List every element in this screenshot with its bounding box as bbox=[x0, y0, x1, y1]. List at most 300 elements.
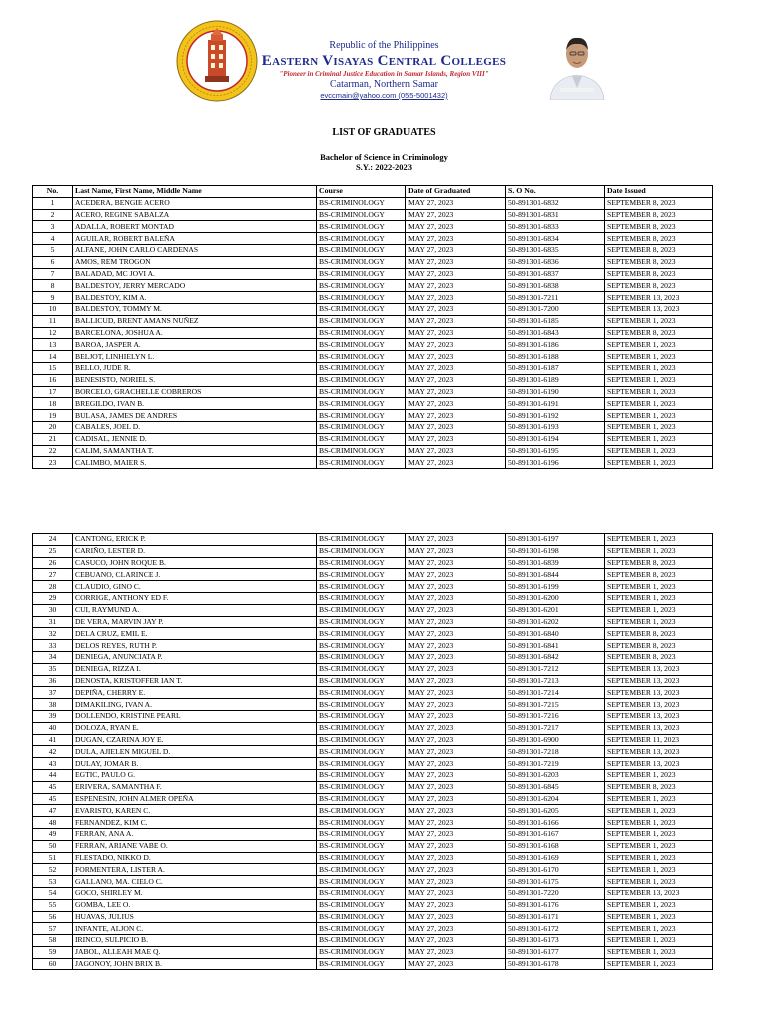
row-no: 54 bbox=[33, 887, 73, 899]
row-no: 34 bbox=[33, 651, 73, 663]
table-row bbox=[33, 197, 713, 209]
row-no: 56 bbox=[33, 911, 73, 923]
graduate-name: BELLO, JUDE R. bbox=[73, 362, 317, 374]
row-no: 12 bbox=[33, 327, 73, 339]
course: BS-CRIMINOLOGY bbox=[317, 569, 406, 581]
row-no: 36 bbox=[33, 675, 73, 687]
table-row bbox=[33, 233, 713, 245]
graduate-name: DULAY, JOMAR B. bbox=[73, 758, 317, 770]
table-row bbox=[33, 280, 713, 292]
course: BS-CRIMINOLOGY bbox=[317, 899, 406, 911]
date-issued: SEPTEMBER 1, 2023 bbox=[605, 876, 713, 888]
date-graduated: MAY 27, 2023 bbox=[406, 722, 506, 734]
graduate-name: DOLLENDO, KRISTINE PEARL bbox=[73, 710, 317, 722]
so-number: 50-891301-7214 bbox=[506, 687, 605, 699]
date-graduated: MAY 27, 2023 bbox=[406, 628, 506, 640]
course: BS-CRIMINOLOGY bbox=[317, 268, 406, 280]
so-number: 50-891301-6178 bbox=[506, 958, 605, 970]
graduate-name: DELA CRUZ, EMIL E. bbox=[73, 628, 317, 640]
graduate-name: BELJOT, LINHIELYN L. bbox=[73, 351, 317, 363]
graduate-name: CABALES, JOEL D. bbox=[73, 421, 317, 433]
row-no: 5 bbox=[33, 244, 73, 256]
date-graduated: MAY 27, 2023 bbox=[406, 758, 506, 770]
date-graduated: MAY 27, 2023 bbox=[406, 640, 506, 652]
so-number: 50-891301-6190 bbox=[506, 386, 605, 398]
course: BS-CRIMINOLOGY bbox=[317, 256, 406, 268]
graduate-name: FERRAN, ANA A. bbox=[73, 828, 317, 840]
course: BS-CRIMINOLOGY bbox=[317, 828, 406, 840]
date-graduated: MAY 27, 2023 bbox=[406, 746, 506, 758]
course: BS-CRIMINOLOGY bbox=[317, 197, 406, 209]
course: BS-CRIMINOLOGY bbox=[317, 209, 406, 221]
course: BS-CRIMINOLOGY bbox=[317, 734, 406, 746]
course: BS-CRIMINOLOGY bbox=[317, 640, 406, 652]
graduate-name: FERRAN, ARIANE VABE O. bbox=[73, 840, 317, 852]
date-issued: SEPTEMBER 13, 2023 bbox=[605, 675, 713, 687]
course: BS-CRIMINOLOGY bbox=[317, 675, 406, 687]
table-row bbox=[33, 746, 713, 758]
graduate-name: FORMENTERA, LISTER A. bbox=[73, 864, 317, 876]
table-row bbox=[33, 351, 713, 363]
so-number: 50-891301-6196 bbox=[506, 457, 605, 469]
graduate-name: BALLICUD, BRENT AMANS NUÑEZ bbox=[73, 315, 317, 327]
graduate-name: BALDESTOY, TOMMY M. bbox=[73, 303, 317, 315]
graduate-name: GALLANO, MA. CIELO C. bbox=[73, 876, 317, 888]
date-graduated: MAY 27, 2023 bbox=[406, 663, 506, 675]
date-issued: SEPTEMBER 1, 2023 bbox=[605, 946, 713, 958]
date-graduated: MAY 27, 2023 bbox=[406, 592, 506, 604]
so-number: 50-891301-6197 bbox=[506, 534, 605, 546]
table-row bbox=[33, 687, 713, 699]
date-graduated: MAY 27, 2023 bbox=[406, 840, 506, 852]
date-graduated: MAY 27, 2023 bbox=[406, 433, 506, 445]
course: BS-CRIMINOLOGY bbox=[317, 710, 406, 722]
so-number: 50-891301-6845 bbox=[506, 781, 605, 793]
row-no: 42 bbox=[33, 746, 73, 758]
date-issued: SEPTEMBER 8, 2023 bbox=[605, 244, 713, 256]
row-no: 27 bbox=[33, 569, 73, 581]
course: BS-CRIMINOLOGY bbox=[317, 864, 406, 876]
row-no: 60 bbox=[33, 958, 73, 970]
graduate-name: DULA, AJIELEN MIGUEL D. bbox=[73, 746, 317, 758]
so-number: 50-891301-6177 bbox=[506, 946, 605, 958]
course: BS-CRIMINOLOGY bbox=[317, 534, 406, 546]
date-graduated: MAY 27, 2023 bbox=[406, 362, 506, 374]
graduate-name: HUAVAS, JULIUS bbox=[73, 911, 317, 923]
row-no: 23 bbox=[33, 457, 73, 469]
table-row bbox=[33, 315, 713, 327]
graduate-name: BAROA, JASPER A. bbox=[73, 339, 317, 351]
date-issued: SEPTEMBER 1, 2023 bbox=[605, 421, 713, 433]
row-no: 10 bbox=[33, 303, 73, 315]
date-graduated: MAY 27, 2023 bbox=[406, 244, 506, 256]
so-number: 50-891301-6192 bbox=[506, 410, 605, 422]
date-graduated: MAY 27, 2023 bbox=[406, 805, 506, 817]
program-heading bbox=[0, 152, 768, 172]
course: BS-CRIMINOLOGY bbox=[317, 687, 406, 699]
so-number: 50-891301-6167 bbox=[506, 828, 605, 840]
so-number: 50-891301-6840 bbox=[506, 628, 605, 640]
date-issued: SEPTEMBER 1, 2023 bbox=[605, 386, 713, 398]
date-issued: SEPTEMBER 8, 2023 bbox=[605, 209, 713, 221]
table-row bbox=[33, 675, 713, 687]
table-row bbox=[33, 935, 713, 947]
date-graduated: MAY 27, 2023 bbox=[406, 876, 506, 888]
date-issued: SEPTEMBER 1, 2023 bbox=[605, 828, 713, 840]
school-year: S.Y.: 2022-2023 bbox=[355, 162, 413, 172]
course: BS-CRIMINOLOGY bbox=[317, 592, 406, 604]
so-number: 50-891301-6198 bbox=[506, 545, 605, 557]
graduate-name: JABOL, ALLEAH MAE Q. bbox=[73, 946, 317, 958]
so-number: 50-891301-6832 bbox=[506, 197, 605, 209]
date-graduated: MAY 27, 2023 bbox=[406, 280, 506, 292]
col-header-so-no: S. O No. bbox=[506, 186, 605, 198]
course: BS-CRIMINOLOGY bbox=[317, 362, 406, 374]
date-issued: SEPTEMBER 1, 2023 bbox=[605, 923, 713, 935]
table-row bbox=[33, 876, 713, 888]
table-row bbox=[33, 374, 713, 386]
row-no: 51 bbox=[33, 852, 73, 864]
date-issued: SEPTEMBER 8, 2023 bbox=[605, 640, 713, 652]
date-issued: SEPTEMBER 8, 2023 bbox=[605, 221, 713, 233]
row-no: 6 bbox=[33, 256, 73, 268]
table-row bbox=[33, 244, 713, 256]
date-graduated: MAY 27, 2023 bbox=[406, 899, 506, 911]
so-number: 50-891301-6203 bbox=[506, 769, 605, 781]
date-issued: SEPTEMBER 1, 2023 bbox=[605, 616, 713, 628]
republic-line: Republic of the Philippines bbox=[329, 40, 439, 51]
col-header-no: No. bbox=[33, 186, 73, 198]
table-row bbox=[33, 209, 713, 221]
date-graduated: MAY 27, 2023 bbox=[406, 351, 506, 363]
table-row bbox=[33, 805, 713, 817]
graduate-name: DENIEGA, ANUNCIATA P. bbox=[73, 651, 317, 663]
graduate-name: EVARISTO, KAREN C. bbox=[73, 805, 317, 817]
date-issued: SEPTEMBER 13, 2023 bbox=[605, 758, 713, 770]
table-row bbox=[33, 628, 713, 640]
date-graduated: MAY 27, 2023 bbox=[406, 386, 506, 398]
row-no: 14 bbox=[33, 351, 73, 363]
course: BS-CRIMINOLOGY bbox=[317, 303, 406, 315]
table-row bbox=[33, 781, 713, 793]
date-issued: SEPTEMBER 1, 2023 bbox=[605, 351, 713, 363]
so-number: 50-891301-6169 bbox=[506, 852, 605, 864]
row-no: 25 bbox=[33, 545, 73, 557]
so-number: 50-891301-6194 bbox=[506, 433, 605, 445]
date-graduated: MAY 27, 2023 bbox=[406, 410, 506, 422]
date-issued: SEPTEMBER 8, 2023 bbox=[605, 280, 713, 292]
row-no: 22 bbox=[33, 445, 73, 457]
date-graduated: MAY 27, 2023 bbox=[406, 374, 506, 386]
course: BS-CRIMINOLOGY bbox=[317, 351, 406, 363]
course: BS-CRIMINOLOGY bbox=[317, 628, 406, 640]
so-number: 50-891301-7218 bbox=[506, 746, 605, 758]
course: BS-CRIMINOLOGY bbox=[317, 280, 406, 292]
date-issued: SEPTEMBER 8, 2023 bbox=[605, 651, 713, 663]
table-header-row bbox=[33, 186, 713, 198]
row-no: 16 bbox=[33, 374, 73, 386]
row-no: 47 bbox=[33, 805, 73, 817]
row-no: 30 bbox=[33, 604, 73, 616]
date-graduated: MAY 27, 2023 bbox=[406, 923, 506, 935]
row-no: 37 bbox=[33, 687, 73, 699]
college-location: Catarman, Northern Samar bbox=[329, 79, 439, 90]
so-number: 50-891301-6839 bbox=[506, 557, 605, 569]
table-row bbox=[33, 339, 713, 351]
row-no: 43 bbox=[33, 758, 73, 770]
row-no: 31 bbox=[33, 616, 73, 628]
table-row bbox=[33, 433, 713, 445]
date-graduated: MAY 27, 2023 bbox=[406, 303, 506, 315]
date-issued: SEPTEMBER 1, 2023 bbox=[605, 817, 713, 829]
table-row bbox=[33, 699, 713, 711]
so-number: 50-891301-6900 bbox=[506, 734, 605, 746]
college-seal-logo bbox=[176, 20, 258, 102]
date-graduated: MAY 27, 2023 bbox=[406, 421, 506, 433]
letterhead-text bbox=[250, 40, 518, 100]
so-number: 50-891301-6833 bbox=[506, 221, 605, 233]
graduate-name: DE VERA, MARVIN JAY P. bbox=[73, 616, 317, 628]
table-row bbox=[33, 545, 713, 557]
date-issued: SEPTEMBER 1, 2023 bbox=[605, 410, 713, 422]
document-title: LIST OF GRADUATES bbox=[332, 127, 436, 138]
course: BS-CRIMINOLOGY bbox=[317, 457, 406, 469]
date-issued: SEPTEMBER 8, 2023 bbox=[605, 256, 713, 268]
graduate-name: IRINCO, SULPICIO B. bbox=[73, 935, 317, 947]
row-no: 26 bbox=[33, 557, 73, 569]
date-graduated: MAY 27, 2023 bbox=[406, 769, 506, 781]
row-no: 24 bbox=[33, 534, 73, 546]
date-graduated: MAY 27, 2023 bbox=[406, 197, 506, 209]
col-header-date-graduated: Date of Graduated bbox=[406, 186, 506, 198]
row-no: 15 bbox=[33, 362, 73, 374]
table-row bbox=[33, 651, 713, 663]
row-no: 28 bbox=[33, 581, 73, 593]
program-name: Bachelor of Science in Criminology bbox=[320, 152, 448, 162]
date-graduated: MAY 27, 2023 bbox=[406, 256, 506, 268]
graduate-name: ALFANE, JOHN CARLO CARDENAS bbox=[73, 244, 317, 256]
graduate-name: CANTONG, ERICK P. bbox=[73, 534, 317, 546]
table-row bbox=[33, 256, 713, 268]
row-no: 13 bbox=[33, 339, 73, 351]
graduate-name: DELOS REYES, RUTH P. bbox=[73, 640, 317, 652]
table-row bbox=[33, 569, 713, 581]
row-no: 11 bbox=[33, 315, 73, 327]
graduate-name: DEPIÑA, CHERRY E. bbox=[73, 687, 317, 699]
course: BS-CRIMINOLOGY bbox=[317, 421, 406, 433]
date-graduated: MAY 27, 2023 bbox=[406, 268, 506, 280]
so-number: 50-891301-7200 bbox=[506, 303, 605, 315]
so-number: 50-891301-7220 bbox=[506, 887, 605, 899]
course: BS-CRIMINOLOGY bbox=[317, 374, 406, 386]
graduate-name: DIMAKILING, IVAN A. bbox=[73, 699, 317, 711]
table-row bbox=[33, 793, 713, 805]
date-graduated: MAY 27, 2023 bbox=[406, 315, 506, 327]
table-row bbox=[33, 923, 713, 935]
graduate-name: ERIVERA, SAMANTHA F. bbox=[73, 781, 317, 793]
so-number: 50-891301-7212 bbox=[506, 663, 605, 675]
so-number: 50-891301-6841 bbox=[506, 640, 605, 652]
date-graduated: MAY 27, 2023 bbox=[406, 852, 506, 864]
date-graduated: MAY 27, 2023 bbox=[406, 793, 506, 805]
so-number: 50-891301-6204 bbox=[506, 793, 605, 805]
so-number: 50-891301-6843 bbox=[506, 327, 605, 339]
table-row bbox=[33, 640, 713, 652]
row-no: 32 bbox=[33, 628, 73, 640]
date-issued: SEPTEMBER 1, 2023 bbox=[605, 604, 713, 616]
table-row bbox=[33, 769, 713, 781]
row-no: 41 bbox=[33, 734, 73, 746]
so-number: 50-891301-6842 bbox=[506, 651, 605, 663]
date-graduated: MAY 27, 2023 bbox=[406, 687, 506, 699]
table-row bbox=[33, 946, 713, 958]
date-graduated: MAY 27, 2023 bbox=[406, 675, 506, 687]
date-graduated: MAY 27, 2023 bbox=[406, 557, 506, 569]
date-graduated: MAY 27, 2023 bbox=[406, 457, 506, 469]
course: BS-CRIMINOLOGY bbox=[317, 315, 406, 327]
date-issued: SEPTEMBER 1, 2023 bbox=[605, 534, 713, 546]
date-issued: SEPTEMBER 13, 2023 bbox=[605, 746, 713, 758]
date-issued: SEPTEMBER 1, 2023 bbox=[605, 805, 713, 817]
row-no: 45 bbox=[33, 793, 73, 805]
row-no: 50 bbox=[33, 840, 73, 852]
table-row bbox=[33, 398, 713, 410]
date-issued: SEPTEMBER 8, 2023 bbox=[605, 327, 713, 339]
row-no: 39 bbox=[33, 710, 73, 722]
so-number: 50-891301-6202 bbox=[506, 616, 605, 628]
so-number: 50-891301-6844 bbox=[506, 569, 605, 581]
date-graduated: MAY 27, 2023 bbox=[406, 710, 506, 722]
so-number: 50-891301-6837 bbox=[506, 268, 605, 280]
so-number: 50-891301-6201 bbox=[506, 604, 605, 616]
graduate-name: EGTIC, PAULO G. bbox=[73, 769, 317, 781]
letterhead bbox=[0, 0, 768, 120]
course: BS-CRIMINOLOGY bbox=[317, 805, 406, 817]
date-graduated: MAY 27, 2023 bbox=[406, 887, 506, 899]
row-no: 7 bbox=[33, 268, 73, 280]
col-header-name: Last Name, First Name, Middle Name bbox=[73, 186, 317, 198]
so-number: 50-891301-6171 bbox=[506, 911, 605, 923]
date-issued: SEPTEMBER 1, 2023 bbox=[605, 899, 713, 911]
course: BS-CRIMINOLOGY bbox=[317, 746, 406, 758]
so-number: 50-891301-6199 bbox=[506, 581, 605, 593]
course: BS-CRIMINOLOGY bbox=[317, 817, 406, 829]
table-row bbox=[33, 840, 713, 852]
row-no: 20 bbox=[33, 421, 73, 433]
row-no: 55 bbox=[33, 899, 73, 911]
graduate-name: CASUCO, JOHN ROQUE B. bbox=[73, 557, 317, 569]
date-issued: SEPTEMBER 1, 2023 bbox=[605, 592, 713, 604]
row-no: 9 bbox=[33, 292, 73, 304]
date-issued: SEPTEMBER 8, 2023 bbox=[605, 628, 713, 640]
graduate-name: AMOS, REM TROGON bbox=[73, 256, 317, 268]
graduate-name: FERNANDEZ, KIM C. bbox=[73, 817, 317, 829]
course: BS-CRIMINOLOGY bbox=[317, 958, 406, 970]
date-graduated: MAY 27, 2023 bbox=[406, 545, 506, 557]
date-issued: SEPTEMBER 1, 2023 bbox=[605, 339, 713, 351]
course: BS-CRIMINOLOGY bbox=[317, 445, 406, 457]
date-issued: SEPTEMBER 8, 2023 bbox=[605, 233, 713, 245]
col-header-date-issued: Date Issued bbox=[605, 186, 713, 198]
row-no: 35 bbox=[33, 663, 73, 675]
date-graduated: MAY 27, 2023 bbox=[406, 817, 506, 829]
course: BS-CRIMINOLOGY bbox=[317, 923, 406, 935]
table-row bbox=[33, 722, 713, 734]
graduate-name: BARCELONA, JOSHUA A. bbox=[73, 327, 317, 339]
row-no: 48 bbox=[33, 817, 73, 829]
table-row bbox=[33, 557, 713, 569]
date-graduated: MAY 27, 2023 bbox=[406, 828, 506, 840]
course: BS-CRIMINOLOGY bbox=[317, 557, 406, 569]
so-number: 50-891301-7216 bbox=[506, 710, 605, 722]
row-no: 18 bbox=[33, 398, 73, 410]
table-row bbox=[33, 710, 713, 722]
so-number: 50-891301-6168 bbox=[506, 840, 605, 852]
date-issued: SEPTEMBER 11, 2023 bbox=[605, 734, 713, 746]
graduate-name: CARIÑO, LESTER D. bbox=[73, 545, 317, 557]
table-row bbox=[33, 663, 713, 675]
row-no: 17 bbox=[33, 386, 73, 398]
row-no: 52 bbox=[33, 864, 73, 876]
graduate-name: CUI, RAYMUND A. bbox=[73, 604, 317, 616]
so-number: 50-891301-7219 bbox=[506, 758, 605, 770]
table-row bbox=[33, 604, 713, 616]
row-no: 57 bbox=[33, 923, 73, 935]
graduate-name: BULASA, JAMES DE ANDRES bbox=[73, 410, 317, 422]
so-number: 50-891301-6836 bbox=[506, 256, 605, 268]
so-number: 50-891301-7211 bbox=[506, 292, 605, 304]
date-graduated: MAY 27, 2023 bbox=[406, 699, 506, 711]
course: BS-CRIMINOLOGY bbox=[317, 758, 406, 770]
graduate-name: AGUILAR, ROBERT BALEÑA bbox=[73, 233, 317, 245]
date-graduated: MAY 27, 2023 bbox=[406, 445, 506, 457]
date-graduated: MAY 27, 2023 bbox=[406, 864, 506, 876]
graduate-name: GOMBA, LEE O. bbox=[73, 899, 317, 911]
date-graduated: MAY 27, 2023 bbox=[406, 935, 506, 947]
so-number: 50-891301-6835 bbox=[506, 244, 605, 256]
date-issued: SEPTEMBER 1, 2023 bbox=[605, 374, 713, 386]
graduate-name: CALIMBO, MAIER S. bbox=[73, 457, 317, 469]
table-row bbox=[33, 534, 713, 546]
course: BS-CRIMINOLOGY bbox=[317, 946, 406, 958]
so-number: 50-891301-6189 bbox=[506, 374, 605, 386]
table-row bbox=[33, 581, 713, 593]
college-tagline: "Pioneer in Criminal Justice Education in Samar Islands, Region VIII" bbox=[279, 70, 489, 78]
table-row bbox=[33, 817, 713, 829]
so-number: 50-891301-6191 bbox=[506, 398, 605, 410]
so-number: 50-891301-6185 bbox=[506, 315, 605, 327]
row-no: 49 bbox=[33, 828, 73, 840]
date-graduated: MAY 27, 2023 bbox=[406, 534, 506, 546]
date-graduated: MAY 27, 2023 bbox=[406, 292, 506, 304]
date-issued: SEPTEMBER 1, 2023 bbox=[605, 840, 713, 852]
row-no: 19 bbox=[33, 410, 73, 422]
date-issued: SEPTEMBER 13, 2023 bbox=[605, 887, 713, 899]
graduate-name: BREGILDO, IVAN B. bbox=[73, 398, 317, 410]
date-issued: SEPTEMBER 1, 2023 bbox=[605, 581, 713, 593]
graduate-name: DENOSTA, KRISTOFFER IAN T. bbox=[73, 675, 317, 687]
course: BS-CRIMINOLOGY bbox=[317, 840, 406, 852]
row-no: 4 bbox=[33, 233, 73, 245]
course: BS-CRIMINOLOGY bbox=[317, 781, 406, 793]
date-graduated: MAY 27, 2023 bbox=[406, 581, 506, 593]
date-issued: SEPTEMBER 1, 2023 bbox=[605, 445, 713, 457]
graduate-name: DUGAN, CZARINA JOY E. bbox=[73, 734, 317, 746]
graduate-name: INFANTE, ALJON C. bbox=[73, 923, 317, 935]
table-row bbox=[33, 852, 713, 864]
table-row bbox=[33, 221, 713, 233]
contact-email-link[interactable]: evccmain@yahoo.com (055-5001432) bbox=[320, 91, 448, 100]
